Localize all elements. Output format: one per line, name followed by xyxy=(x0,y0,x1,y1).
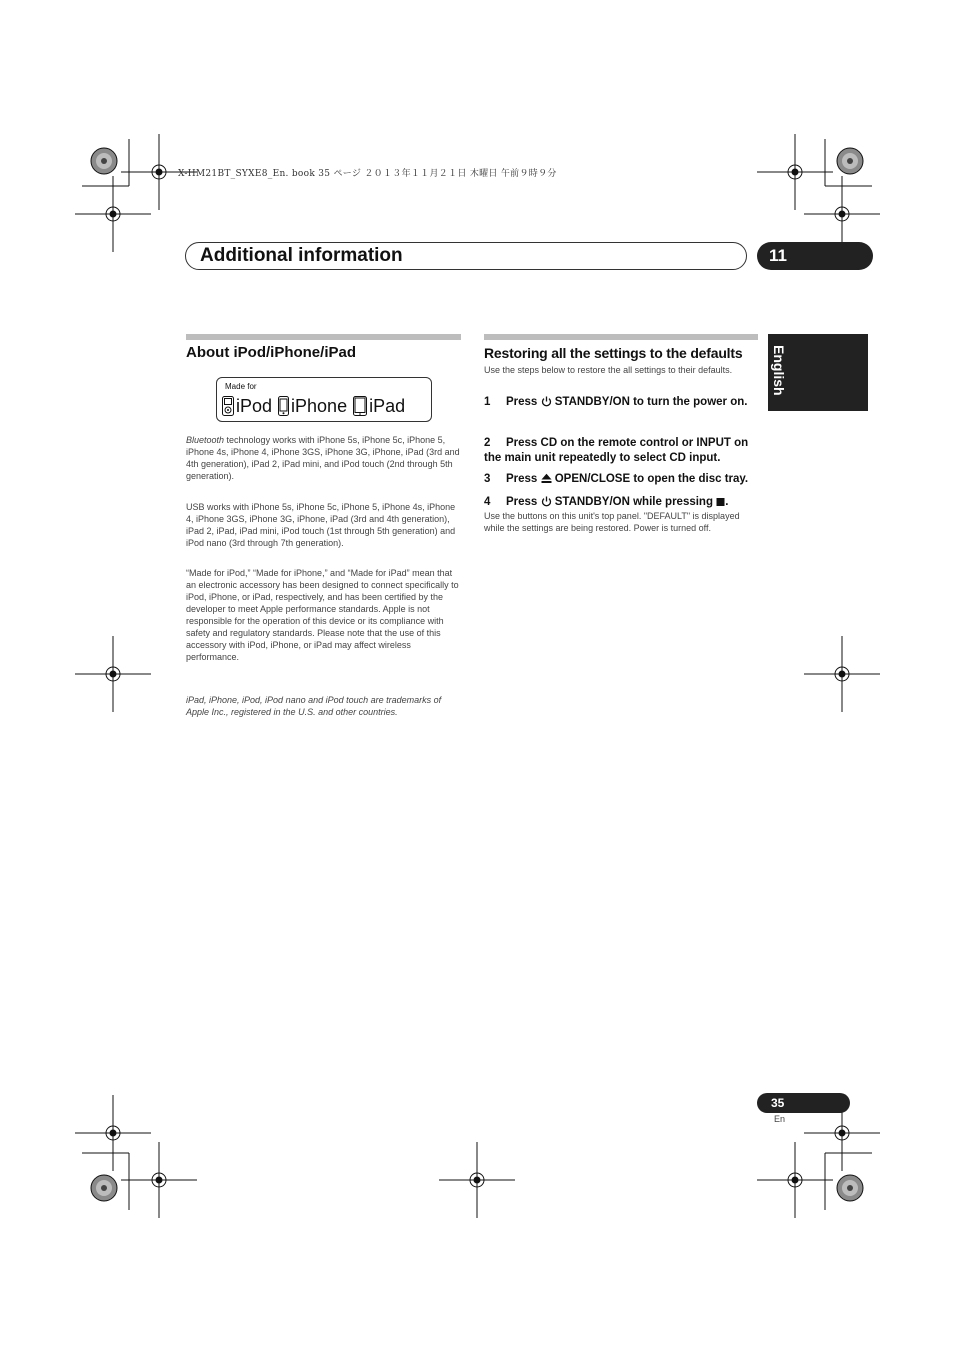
step-1 xyxy=(484,395,758,410)
badge-iphone xyxy=(278,396,347,417)
badge-ipad-label: iPad xyxy=(369,395,406,416)
eject-icon xyxy=(541,473,552,484)
bluetooth-paragraph xyxy=(186,434,462,482)
badge-iphone-label: iPhone xyxy=(291,395,348,416)
iphone-icon xyxy=(278,396,289,416)
bluetooth-term: Bluetooth xyxy=(186,435,225,445)
page-number: 35 xyxy=(757,1093,850,1113)
made-for-label: Made for xyxy=(225,382,257,391)
section-bar-right xyxy=(484,334,758,340)
bluetooth-text: technology works with iPhone 5s, iPhone 5c, iPhone 5, iPhone 4s, iPhone 4, iPhone 3GS, iPhone 3G, iPhone, iPad (3rd and 4th generation), iPad 2, iPad mini, and iPod touch (2nd through 5th generation). xyxy=(186,435,460,481)
step-2 xyxy=(484,436,758,466)
restore-intro: Use the steps below to restore the all settings to their defaults. xyxy=(484,365,733,375)
step-1-text-a: Press xyxy=(506,396,541,408)
page-language: En xyxy=(774,1114,786,1124)
print-header: X-HM21BT_SYXE8_En. book 35 ページ ２０１３年１１月２１日 木曜日 午前９時９分 xyxy=(178,169,557,179)
step-4-text-c: . xyxy=(725,496,729,508)
page-title: Additional information xyxy=(200,245,403,266)
badge-ipod-label: iPod xyxy=(236,395,273,416)
ipad-icon xyxy=(353,396,367,416)
section-title-restore: Restoring all the settings to the defaults xyxy=(484,345,743,361)
step-1-number: 1 xyxy=(484,396,491,408)
made-for-devices xyxy=(222,393,411,419)
step-2-text: Press CD on the remote control or INPUT on the main unit repeatedly to select CD input. xyxy=(484,437,749,464)
step-2-number: 2 xyxy=(484,437,491,449)
usb-paragraph: USB works with iPhone 5s, iPhone 5c, iPhone 5, iPhone 4s, iPhone 4, iPhone 3GS, iPhone 3G, iPhone, iPad (3rd and 4th generation), iPad 2, iPad, iPad mini, iPod touch (1st through 5th generation) and iPod nano (3rd through 7th generation). xyxy=(186,502,456,548)
section-title-ipod: About iPod/iPhone/iPad xyxy=(186,344,356,361)
step-4-number: 4 xyxy=(484,496,491,508)
badge-ipad xyxy=(353,396,405,417)
ipod-icon xyxy=(222,396,234,416)
section-bar-left xyxy=(186,334,461,340)
stop-icon xyxy=(716,497,725,507)
restore-note: Use the buttons on this unit's top panel. "DEFAULT" is displayed while the settings are being restored. Power is turned off. xyxy=(484,511,740,533)
step-4 xyxy=(484,495,758,510)
power-icon xyxy=(541,396,552,407)
step-3-text-a: Press xyxy=(506,473,541,485)
badge-ipod xyxy=(222,396,272,417)
step-1-text-b: STANDBY/ON to turn the power on. xyxy=(551,396,748,408)
power-icon xyxy=(541,496,552,507)
trademark-paragraph: iPad, iPhone, iPod, iPod nano and iPod touch are trademarks of Apple Inc., registered in the U.S. and other countries. xyxy=(186,695,442,717)
step-4-text-a: Press xyxy=(506,496,541,508)
chapter-number: 11 xyxy=(757,242,873,270)
step-3 xyxy=(484,472,758,487)
step-4-text-b: STANDBY/ON while pressing xyxy=(551,496,717,508)
step-3-number: 3 xyxy=(484,473,491,485)
step-3-text-b: OPEN/CLOSE to open the disc tray. xyxy=(551,473,749,485)
language-tab-label: English xyxy=(771,345,787,396)
made-for-paragraph: “Made for iPod,” “Made for iPhone,” and “Made for iPad” mean that an electronic accessory has been designed to connect specifically to iPod, iPhone, or iPad, respectively, and has been certified by the developer to meet Apple performance standards. Apple is not responsible for the operation of this device or its compliance with safety and regulatory standards. Please note that the use of this accessory with iPod, iPhone, or iPad may affect wireless performance. xyxy=(186,568,459,662)
